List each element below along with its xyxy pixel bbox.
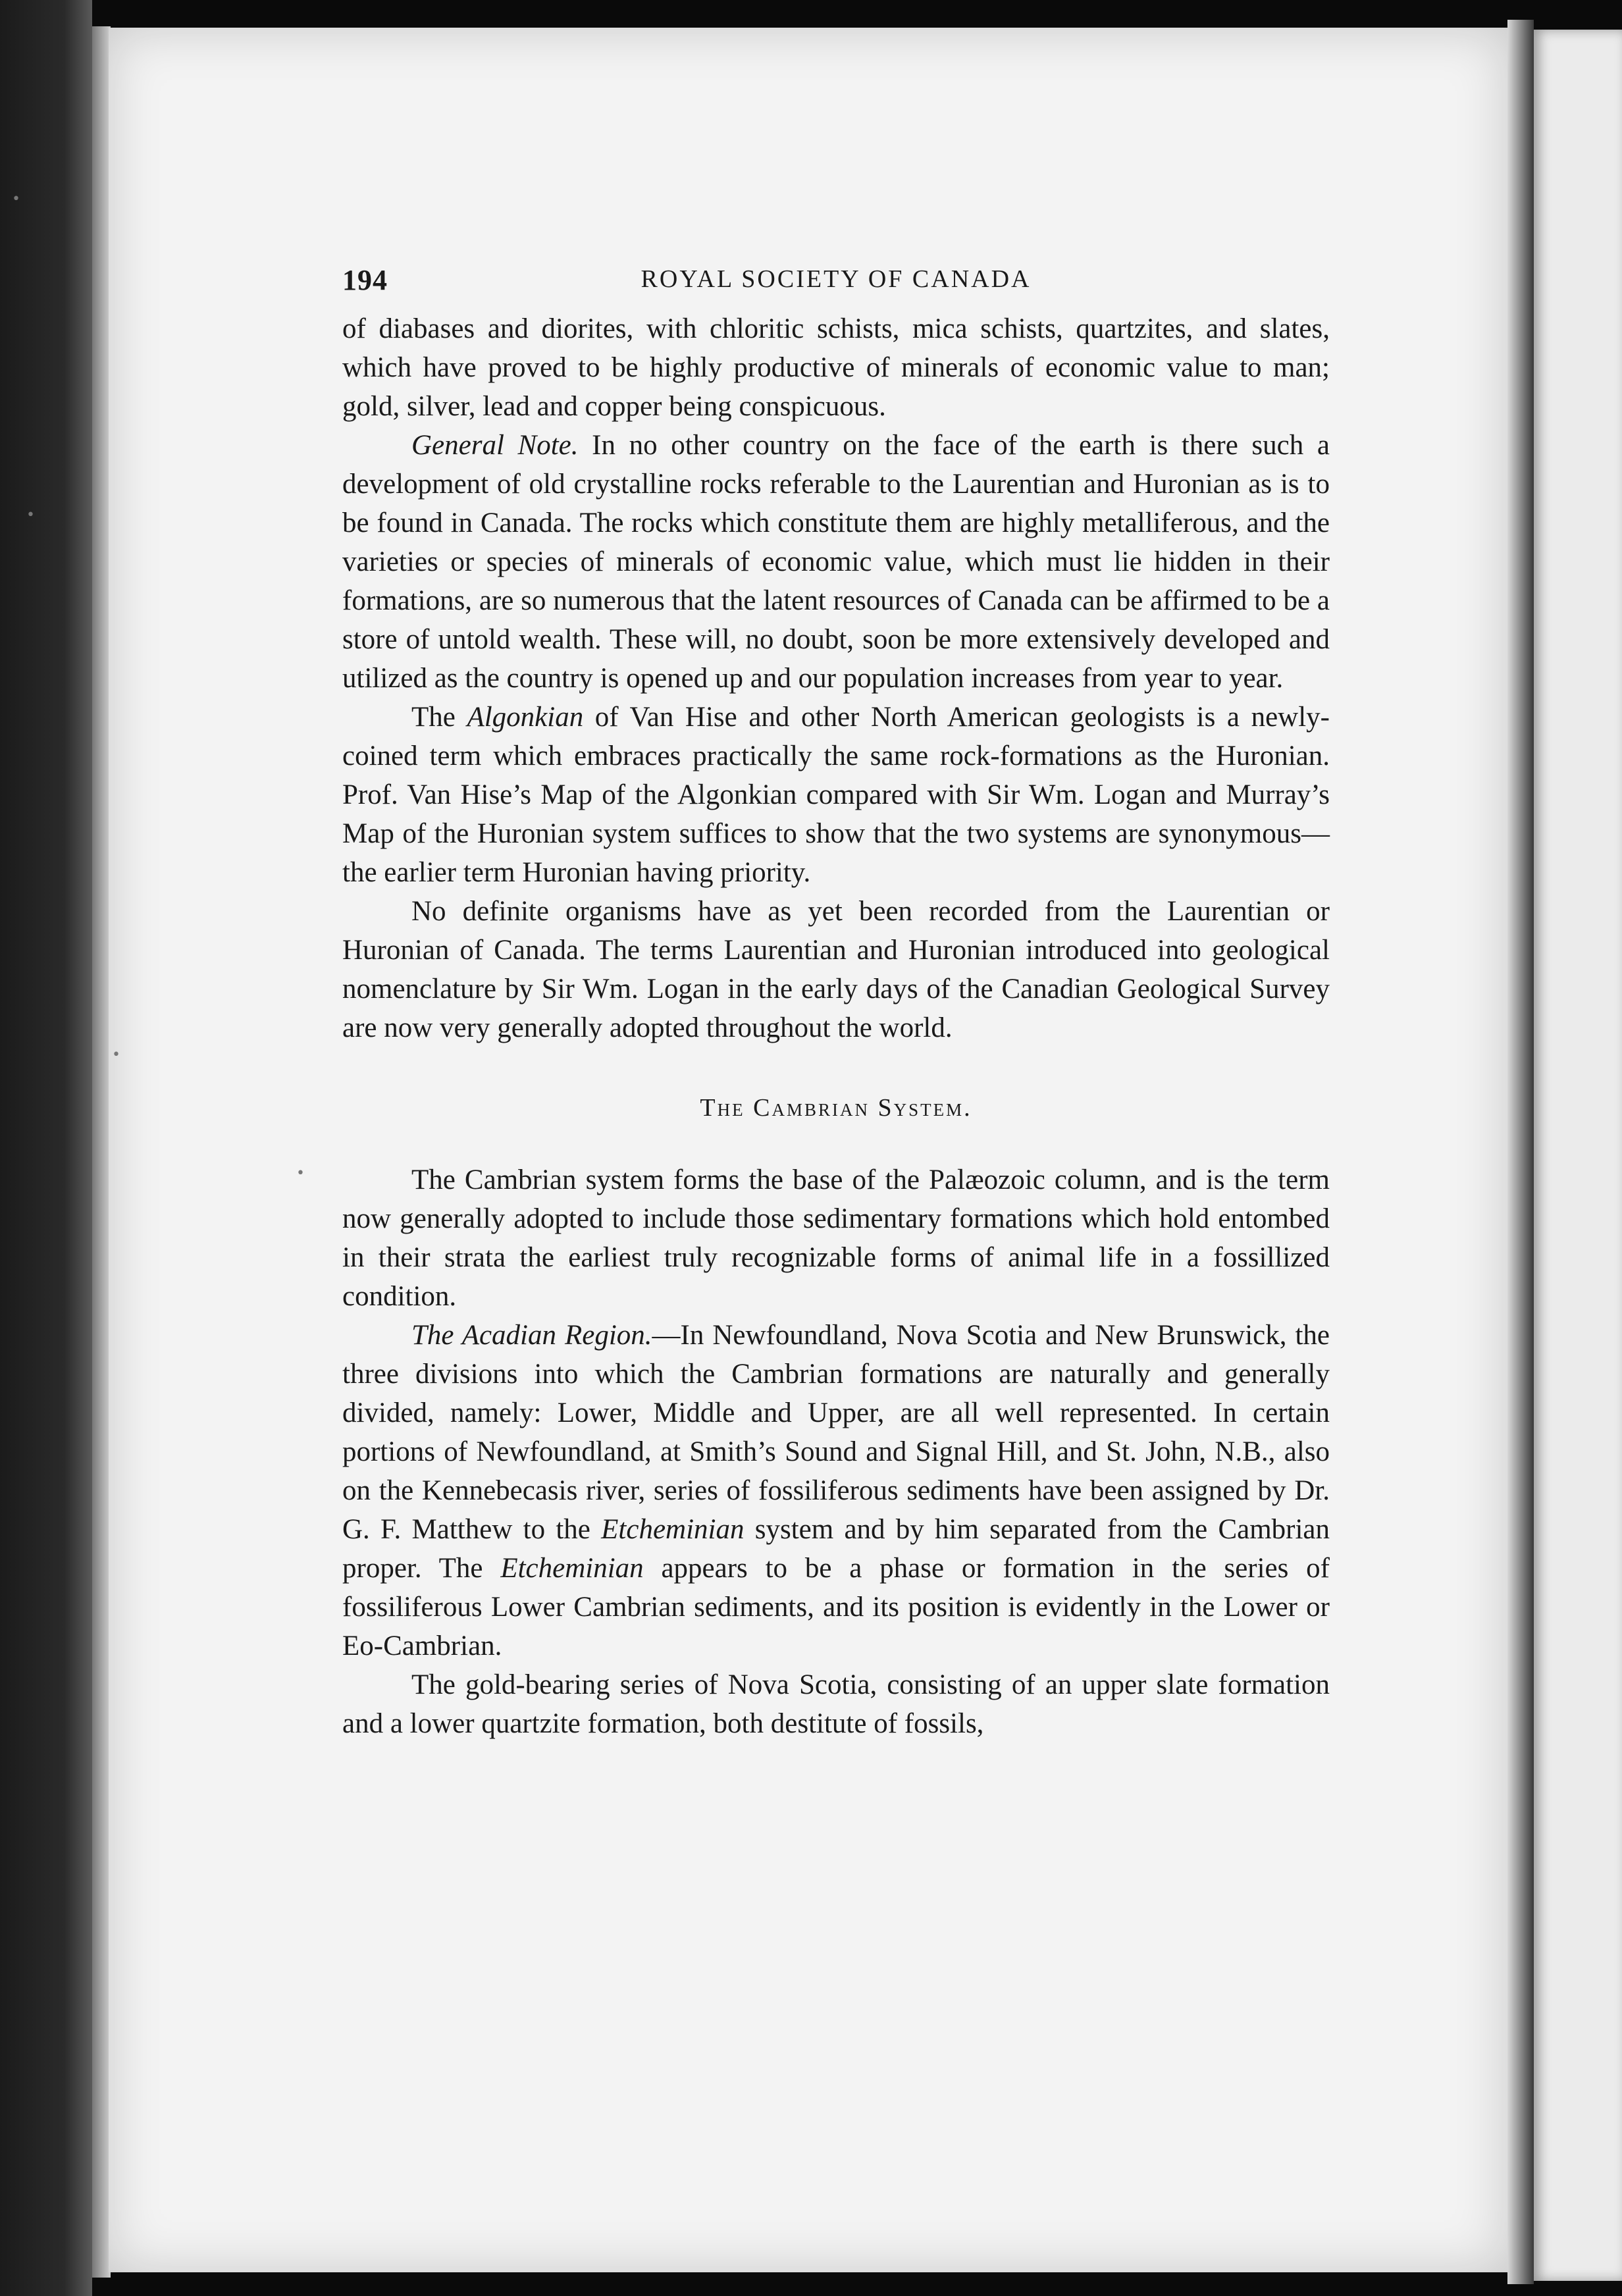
paragraph-cambrian-intro: The Cambrian system forms the base of the Palæozoic column, and is the term now generally adopted to include those sedimentary formations which hold entombed in their strata the earliest truly recognizable forms of animal life in a fossillized condition. (342, 1164, 1330, 1312)
paragraph-algonkian (342, 698, 1330, 892)
paragraph-continuation: of diabases and diorites, with chloritic schists, mica schists, quartzites, and slates, which have proved to be highly productive of minerals of economic value to man; gold, silver, lead and copper being conspicuous. (342, 313, 1330, 422)
paragraph-text: The (411, 702, 467, 733)
paragraph-text: —In Newfoundland, Nova Scotia and New Brunswick, the three divisions into which the Cambrian formations are naturally and generally divided, namely: Lower, Middle and Upper, are all well represented. In certain portions of Newfoundland, at Smith’s Sound and Signal Hill, and St. John, N.B., also on the Kennebecasis river, series of fossiliferous sediments have been assigned by Dr. G. F. Matthew to the (342, 1320, 1330, 1545)
paragraph-text: appears to be a phase or formation in the series of fossiliferous Lower Cambrian sediments, and its position is evidently in the Lower or Eo-Cambrian. (342, 1553, 1330, 1661)
paragraph-acadian-region (342, 1316, 1330, 1665)
paragraph-text: system and by him separated from the Cambrian proper. The (342, 1514, 1330, 1584)
italic-term: Algonkian (467, 702, 584, 733)
paragraph-general-note (342, 426, 1330, 698)
run-in-heading: General Note. (411, 430, 579, 461)
page-gutter-edge (1507, 20, 1534, 2284)
run-in-heading: The Acadian Region. (411, 1320, 652, 1351)
paragraph-organisms: No definite organisms have as yet been recorded from the Laurentian or Huronian of Canada. The terms Laurentian and Huronian introduced into geological nomenclature by Sir Wm. Logan in the early days of the Canadian Geological Survey are now very generally adopted throughout the world. (342, 896, 1330, 1043)
italic-term: Etcheminian (500, 1553, 644, 1584)
paragraph-text: of Van Hise and other North American geologists is a newly-coined term which embraces practically the same rock-formations as the Huronian. Prof. Van Hise’s Map of the Algonkian compared with Sir Wm. Logan and Murray’s Map of the Huronian system suffices to show that the two systems are synonymous—the earlier term Huronian having priority. (342, 702, 1330, 888)
scan-speck: • (12, 191, 20, 207)
scan-speck: • (112, 1047, 120, 1063)
page-number: 194 (342, 264, 388, 296)
page-text-block (342, 263, 1330, 1743)
running-head (342, 263, 1330, 309)
running-head-title: ROYAL SOCIETY OF CANADA (641, 265, 1032, 293)
facing-page-edge (1534, 30, 1622, 2281)
binding-shadow (92, 26, 111, 2278)
scan-speck: • (296, 1165, 305, 1182)
paragraph-gold-bearing: The gold-bearing series of Nova Scotia, consisting of an upper slate formation and a lower quartzite formation, both destitute of fossils, (342, 1669, 1330, 1739)
scan-speck: • (26, 507, 35, 523)
left-margin-shadow (0, 0, 92, 2296)
section-heading: The Cambrian System. (700, 1094, 972, 1122)
italic-term: Etcheminian (601, 1514, 745, 1545)
paragraph-text: In no other country on the face of the earth is there such a development of old crystalline rocks referable to the Laurentian and Huronian as is to be found in Canada. The rocks which constitute them are highly metalliferous, and the varieties or species of minerals of economic value, which must lie hidden in their formations, are so numerous that the latent resources of Canada can be affirmed to be a store of untold wealth. These will, no doubt, soon be more extensively developed and utilized as the country is opened up and our population increases from year to year. (342, 430, 1330, 694)
